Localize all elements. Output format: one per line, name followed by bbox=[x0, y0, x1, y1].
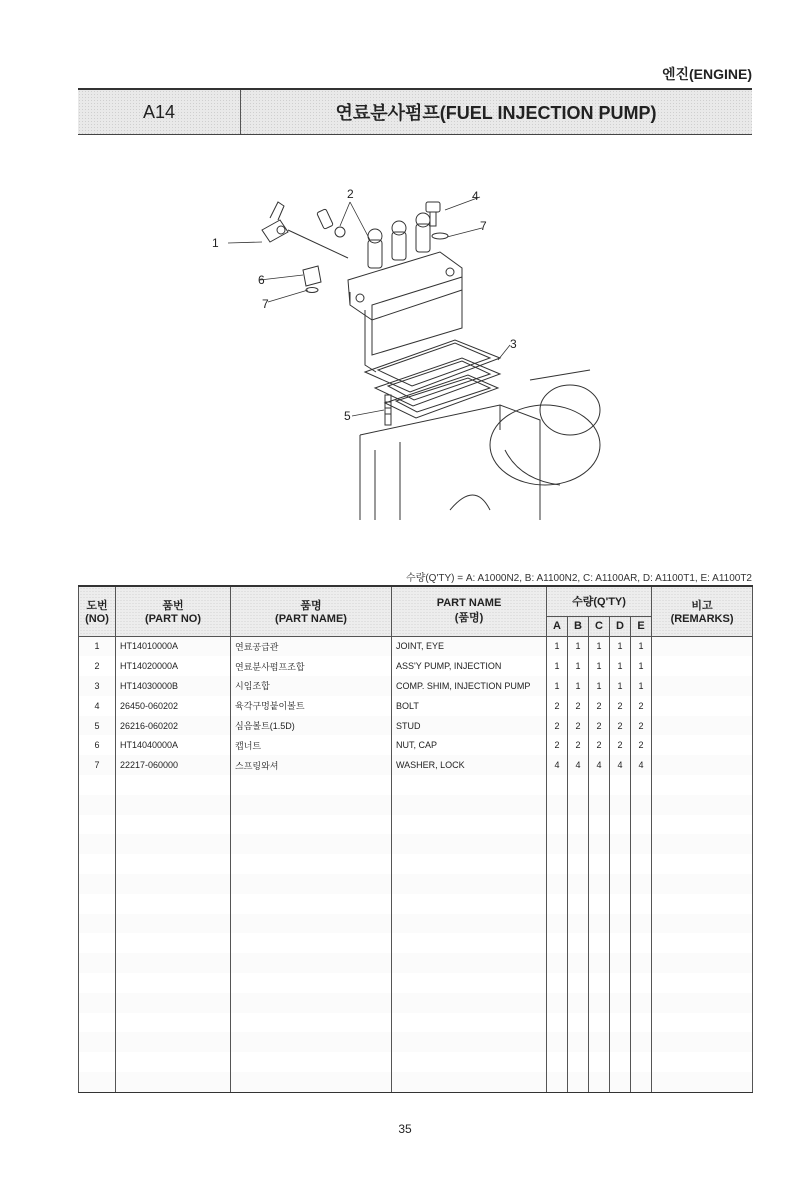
cell-name-en bbox=[392, 815, 547, 835]
table-row bbox=[79, 914, 753, 934]
cell-part-no bbox=[116, 1013, 231, 1033]
cell-no bbox=[79, 993, 116, 1013]
cell-qty: 2 bbox=[631, 735, 652, 755]
cell-qty bbox=[568, 1072, 589, 1092]
cell-no bbox=[79, 795, 116, 815]
cell-qty: 2 bbox=[568, 696, 589, 716]
cell-remarks bbox=[652, 1052, 753, 1072]
cell-part-no bbox=[116, 795, 231, 815]
cell-qty: 1 bbox=[610, 636, 631, 656]
cell-qty bbox=[631, 775, 652, 795]
cell-qty bbox=[547, 1013, 568, 1033]
cell-qty: 2 bbox=[568, 716, 589, 736]
table-row bbox=[79, 894, 753, 914]
cell-name-ko bbox=[231, 894, 392, 914]
cell-qty bbox=[610, 795, 631, 815]
cell-part-no bbox=[116, 914, 231, 934]
callout-label: 1 bbox=[212, 236, 219, 250]
cell-name-ko: 캡너트 bbox=[231, 735, 392, 755]
cell-name-en: NUT, CAP bbox=[392, 735, 547, 755]
header-qty-b: B bbox=[568, 616, 589, 636]
section-code: A14 bbox=[78, 90, 241, 134]
cell-qty bbox=[568, 953, 589, 973]
cell-part-no: 26450-060202 bbox=[116, 696, 231, 716]
callout-label: 3 bbox=[510, 337, 517, 351]
cell-name-ko bbox=[231, 933, 392, 953]
header-qty-e: E bbox=[631, 616, 652, 636]
cell-name-ko bbox=[231, 854, 392, 874]
cell-part-no bbox=[116, 993, 231, 1013]
stud bbox=[385, 395, 391, 425]
cell-no bbox=[79, 953, 116, 973]
cell-name-en bbox=[392, 1072, 547, 1092]
cell-qty: 2 bbox=[589, 716, 610, 736]
cell-qty: 1 bbox=[568, 676, 589, 696]
cell-no: 5 bbox=[79, 716, 116, 736]
cell-no bbox=[79, 933, 116, 953]
cell-qty bbox=[631, 1052, 652, 1072]
cell-qty bbox=[589, 914, 610, 934]
parts-table bbox=[78, 585, 753, 1093]
cell-qty: 2 bbox=[610, 735, 631, 755]
cell-qty bbox=[547, 1052, 568, 1072]
cell-qty: 2 bbox=[610, 696, 631, 716]
cell-qty bbox=[547, 933, 568, 953]
cell-qty bbox=[610, 894, 631, 914]
cell-name-ko: 육각구멍붙이볼트 bbox=[231, 696, 392, 716]
cell-qty bbox=[547, 795, 568, 815]
cell-no: 3 bbox=[79, 676, 116, 696]
cell-name-en: BOLT bbox=[392, 696, 547, 716]
cell-qty bbox=[631, 795, 652, 815]
cell-remarks bbox=[652, 795, 753, 815]
cell-name-en bbox=[392, 775, 547, 795]
table-row bbox=[79, 735, 753, 755]
cell-remarks bbox=[652, 716, 753, 736]
cell-qty bbox=[547, 834, 568, 854]
cell-part-no: HT14040000A bbox=[116, 735, 231, 755]
cell-remarks bbox=[652, 775, 753, 795]
cell-remarks bbox=[652, 894, 753, 914]
fitting bbox=[317, 209, 345, 237]
cell-name-ko bbox=[231, 1013, 392, 1033]
callout-label: 7 bbox=[480, 219, 487, 233]
cell-name-en bbox=[392, 1032, 547, 1052]
cell-no: 1 bbox=[79, 636, 116, 656]
cell-qty: 1 bbox=[547, 656, 568, 676]
cell-part-no bbox=[116, 1052, 231, 1072]
cell-remarks bbox=[652, 914, 753, 934]
cell-qty bbox=[589, 775, 610, 795]
cell-qty: 2 bbox=[589, 735, 610, 755]
cell-remarks bbox=[652, 1072, 753, 1092]
cell-name-en: ASS'Y PUMP, INJECTION bbox=[392, 656, 547, 676]
cell-part-no bbox=[116, 953, 231, 973]
callout-label: 6 bbox=[258, 273, 265, 287]
cell-no bbox=[79, 1052, 116, 1072]
cell-qty bbox=[568, 933, 589, 953]
cell-qty bbox=[589, 795, 610, 815]
cell-qty: 1 bbox=[631, 676, 652, 696]
cell-qty bbox=[610, 993, 631, 1013]
cell-qty bbox=[631, 1072, 652, 1092]
cell-no bbox=[79, 914, 116, 934]
table-row bbox=[79, 795, 753, 815]
cell-qty: 2 bbox=[631, 696, 652, 716]
cell-qty bbox=[610, 973, 631, 993]
cell-name-ko: 연료공급관 bbox=[231, 636, 392, 656]
cell-no bbox=[79, 854, 116, 874]
cell-qty bbox=[610, 1032, 631, 1052]
cell-remarks bbox=[652, 854, 753, 874]
cell-qty bbox=[547, 1032, 568, 1052]
cell-qty bbox=[631, 953, 652, 973]
cell-no bbox=[79, 834, 116, 854]
cell-qty bbox=[610, 933, 631, 953]
cell-part-no bbox=[116, 1032, 231, 1052]
table-row bbox=[79, 933, 753, 953]
cell-part-no bbox=[116, 933, 231, 953]
cell-no: 6 bbox=[79, 735, 116, 755]
cell-remarks bbox=[652, 993, 753, 1013]
cell-remarks bbox=[652, 953, 753, 973]
cell-qty bbox=[589, 1032, 610, 1052]
cell-part-no bbox=[116, 973, 231, 993]
cell-qty: 2 bbox=[631, 716, 652, 736]
table-row bbox=[79, 973, 753, 993]
table-row bbox=[79, 953, 753, 973]
cell-name-ko bbox=[231, 795, 392, 815]
cell-qty bbox=[631, 1013, 652, 1033]
cell-remarks bbox=[652, 636, 753, 656]
cell-name-ko bbox=[231, 775, 392, 795]
header-part-name-en: PART NAME (품명) bbox=[392, 586, 547, 636]
cell-qty: 2 bbox=[547, 716, 568, 736]
cell-remarks bbox=[652, 656, 753, 676]
cell-qty bbox=[589, 854, 610, 874]
cell-remarks bbox=[652, 755, 753, 775]
cell-qty bbox=[589, 953, 610, 973]
cell-remarks bbox=[652, 815, 753, 835]
table-row bbox=[79, 696, 753, 716]
cell-name-ko: 스프링와셔 bbox=[231, 755, 392, 775]
cell-name-ko bbox=[231, 1072, 392, 1092]
cell-no: 4 bbox=[79, 696, 116, 716]
cell-qty bbox=[568, 775, 589, 795]
cell-qty bbox=[589, 1013, 610, 1033]
cell-name-ko bbox=[231, 834, 392, 854]
cell-qty bbox=[547, 894, 568, 914]
table-row bbox=[79, 815, 753, 835]
header-part-name-ko: 품명 (PART NAME) bbox=[231, 586, 392, 636]
cell-qty: 4 bbox=[610, 755, 631, 775]
cell-qty bbox=[547, 914, 568, 934]
cell-qty: 1 bbox=[610, 676, 631, 696]
table-row bbox=[79, 1032, 753, 1052]
cell-remarks bbox=[652, 1032, 753, 1052]
cell-qty bbox=[547, 874, 568, 894]
cell-name-en bbox=[392, 953, 547, 973]
callout-label: 2 bbox=[347, 187, 354, 201]
cell-qty bbox=[568, 815, 589, 835]
cell-qty bbox=[631, 1032, 652, 1052]
cell-qty bbox=[568, 874, 589, 894]
cell-remarks bbox=[652, 973, 753, 993]
cell-part-no: 26216-060202 bbox=[116, 716, 231, 736]
cell-name-en bbox=[392, 914, 547, 934]
page-title: 연료분사펌프(FUEL INJECTION PUMP) bbox=[335, 103, 657, 123]
cell-name-ko bbox=[231, 953, 392, 973]
cell-qty bbox=[589, 874, 610, 894]
header-qty-d: D bbox=[610, 616, 631, 636]
cell-part-no bbox=[116, 834, 231, 854]
cell-qty bbox=[589, 933, 610, 953]
cell-qty: 1 bbox=[589, 636, 610, 656]
cell-name-ko bbox=[231, 815, 392, 835]
cell-qty bbox=[547, 1072, 568, 1092]
cell-qty: 1 bbox=[547, 676, 568, 696]
cell-qty: 1 bbox=[568, 656, 589, 676]
cell-part-no bbox=[116, 854, 231, 874]
cell-qty: 2 bbox=[610, 716, 631, 736]
cell-qty bbox=[568, 1013, 589, 1033]
cell-name-en: COMP. SHIM, INJECTION PUMP bbox=[392, 676, 547, 696]
cell-no bbox=[79, 894, 116, 914]
table-row bbox=[79, 656, 753, 676]
cell-qty bbox=[568, 894, 589, 914]
cell-qty: 1 bbox=[589, 676, 610, 696]
cell-qty bbox=[547, 854, 568, 874]
cell-remarks bbox=[652, 834, 753, 854]
cell-name-en bbox=[392, 834, 547, 854]
cell-qty bbox=[589, 973, 610, 993]
cell-qty bbox=[610, 953, 631, 973]
cell-qty: 4 bbox=[589, 755, 610, 775]
cell-qty bbox=[631, 973, 652, 993]
table-row bbox=[79, 636, 753, 656]
cell-part-no: 22217-060000 bbox=[116, 755, 231, 775]
cell-qty: 2 bbox=[589, 696, 610, 716]
cell-qty bbox=[610, 854, 631, 874]
cell-part-no: HT14020000A bbox=[116, 656, 231, 676]
cell-name-ko bbox=[231, 1052, 392, 1072]
cell-name-en bbox=[392, 874, 547, 894]
cell-name-en bbox=[392, 1013, 547, 1033]
cell-qty bbox=[589, 1072, 610, 1092]
cell-qty bbox=[631, 874, 652, 894]
page-number: 35 bbox=[398, 1122, 412, 1136]
cell-no: 2 bbox=[79, 656, 116, 676]
cell-no bbox=[79, 1032, 116, 1052]
cell-remarks bbox=[652, 933, 753, 953]
cell-remarks bbox=[652, 735, 753, 755]
cell-qty bbox=[610, 815, 631, 835]
cell-name-en bbox=[392, 854, 547, 874]
cell-no bbox=[79, 815, 116, 835]
cell-name-ko bbox=[231, 874, 392, 894]
header-qty-a: A bbox=[547, 616, 568, 636]
cell-qty: 4 bbox=[631, 755, 652, 775]
table-row bbox=[79, 874, 753, 894]
cell-qty bbox=[547, 993, 568, 1013]
cell-qty bbox=[568, 1052, 589, 1072]
table-row bbox=[79, 993, 753, 1013]
cell-qty: 2 bbox=[547, 696, 568, 716]
cell-qty bbox=[610, 834, 631, 854]
cell-qty bbox=[547, 953, 568, 973]
callout-label: 5 bbox=[344, 409, 351, 423]
cell-qty: 1 bbox=[547, 636, 568, 656]
cell-qty bbox=[568, 993, 589, 1013]
cell-qty bbox=[610, 1072, 631, 1092]
cell-qty bbox=[547, 973, 568, 993]
cell-qty bbox=[568, 914, 589, 934]
cell-qty bbox=[631, 815, 652, 835]
cell-qty bbox=[589, 834, 610, 854]
cell-qty: 2 bbox=[568, 735, 589, 755]
header-part-no: 품번 (PART NO) bbox=[116, 586, 231, 636]
cell-part-no bbox=[116, 815, 231, 835]
table-row bbox=[79, 716, 753, 736]
cell-no bbox=[79, 1072, 116, 1092]
cell-remarks bbox=[652, 1013, 753, 1033]
cell-name-en bbox=[392, 933, 547, 953]
cell-name-en bbox=[392, 1052, 547, 1072]
cell-qty bbox=[631, 834, 652, 854]
table-row bbox=[79, 755, 753, 775]
cell-name-en: STUD bbox=[392, 716, 547, 736]
cell-name-en: WASHER, LOCK bbox=[392, 755, 547, 775]
cell-qty bbox=[589, 993, 610, 1013]
cell-name-ko bbox=[231, 973, 392, 993]
cell-remarks bbox=[652, 696, 753, 716]
cell-no bbox=[79, 775, 116, 795]
cell-qty: 1 bbox=[589, 656, 610, 676]
cell-qty bbox=[631, 933, 652, 953]
exploded-diagram bbox=[200, 180, 620, 530]
cell-qty bbox=[631, 894, 652, 914]
header-remarks: 비고 (REMARKS) bbox=[652, 586, 753, 636]
table-row bbox=[79, 775, 753, 795]
cell-name-ko: 시임조합 bbox=[231, 676, 392, 696]
cell-name-ko bbox=[231, 1032, 392, 1052]
cell-qty: 2 bbox=[547, 735, 568, 755]
cell-part-no bbox=[116, 874, 231, 894]
cell-qty: 4 bbox=[568, 755, 589, 775]
cell-qty bbox=[547, 775, 568, 795]
cell-remarks bbox=[652, 676, 753, 696]
cell-qty bbox=[589, 894, 610, 914]
cell-no bbox=[79, 973, 116, 993]
cell-part-no bbox=[116, 894, 231, 914]
callout-label: 7 bbox=[262, 297, 269, 311]
cell-name-ko bbox=[231, 914, 392, 934]
engine-block bbox=[360, 370, 600, 520]
cell-part-no: HT14030000B bbox=[116, 676, 231, 696]
cell-qty bbox=[589, 1052, 610, 1072]
cell-name-ko bbox=[231, 993, 392, 1013]
cell-qty bbox=[631, 993, 652, 1013]
cap-nut bbox=[303, 266, 321, 293]
cell-qty bbox=[568, 1032, 589, 1052]
cell-qty: 1 bbox=[610, 656, 631, 676]
cell-name-en bbox=[392, 993, 547, 1013]
cell-qty bbox=[568, 973, 589, 993]
cell-qty bbox=[610, 1013, 631, 1033]
cell-no bbox=[79, 1013, 116, 1033]
header-qty: 수량(Q'TY) bbox=[547, 586, 652, 616]
cell-part-no bbox=[116, 1072, 231, 1092]
table-row bbox=[79, 1052, 753, 1072]
cell-qty: 1 bbox=[568, 636, 589, 656]
cell-name-en bbox=[392, 795, 547, 815]
cell-qty: 1 bbox=[631, 636, 652, 656]
cell-part-no bbox=[116, 775, 231, 795]
cell-qty bbox=[610, 874, 631, 894]
cell-qty bbox=[568, 834, 589, 854]
cell-name-en bbox=[392, 894, 547, 914]
cell-qty bbox=[568, 795, 589, 815]
cell-name-en: JOINT, EYE bbox=[392, 636, 547, 656]
cell-qty bbox=[610, 1052, 631, 1072]
cell-qty bbox=[631, 914, 652, 934]
cell-qty bbox=[547, 815, 568, 835]
cell-name-en bbox=[392, 973, 547, 993]
table-row bbox=[79, 676, 753, 696]
cell-name-ko: 심음볼트(1.5D) bbox=[231, 716, 392, 736]
section-label: 엔진(ENGINE) bbox=[661, 66, 752, 82]
cell-remarks bbox=[652, 874, 753, 894]
table-row bbox=[79, 854, 753, 874]
cell-qty bbox=[589, 815, 610, 835]
cell-no: 7 bbox=[79, 755, 116, 775]
qty-legend: 수량(Q'TY) = A: A1000N2, B: A1100N2, C: A1100AR, D: A1100T1, E: A1100T2 bbox=[406, 573, 752, 584]
cell-qty bbox=[610, 914, 631, 934]
callout-label: 4 bbox=[472, 189, 479, 203]
header-no: 도번 (NO) bbox=[79, 586, 116, 636]
table-row bbox=[79, 834, 753, 854]
cell-name-ko: 연료분사펌프조합 bbox=[231, 656, 392, 676]
table-row bbox=[79, 1013, 753, 1033]
table-row bbox=[79, 1072, 753, 1092]
cell-qty: 4 bbox=[547, 755, 568, 775]
cell-part-no: HT14010000A bbox=[116, 636, 231, 656]
cell-qty: 1 bbox=[631, 656, 652, 676]
injection-pump-body bbox=[348, 213, 462, 372]
title-bar bbox=[78, 88, 752, 135]
cell-qty bbox=[631, 854, 652, 874]
bolt bbox=[426, 202, 448, 239]
cell-qty bbox=[568, 854, 589, 874]
cell-no bbox=[79, 874, 116, 894]
header-qty-c: C bbox=[589, 616, 610, 636]
cell-qty bbox=[610, 775, 631, 795]
